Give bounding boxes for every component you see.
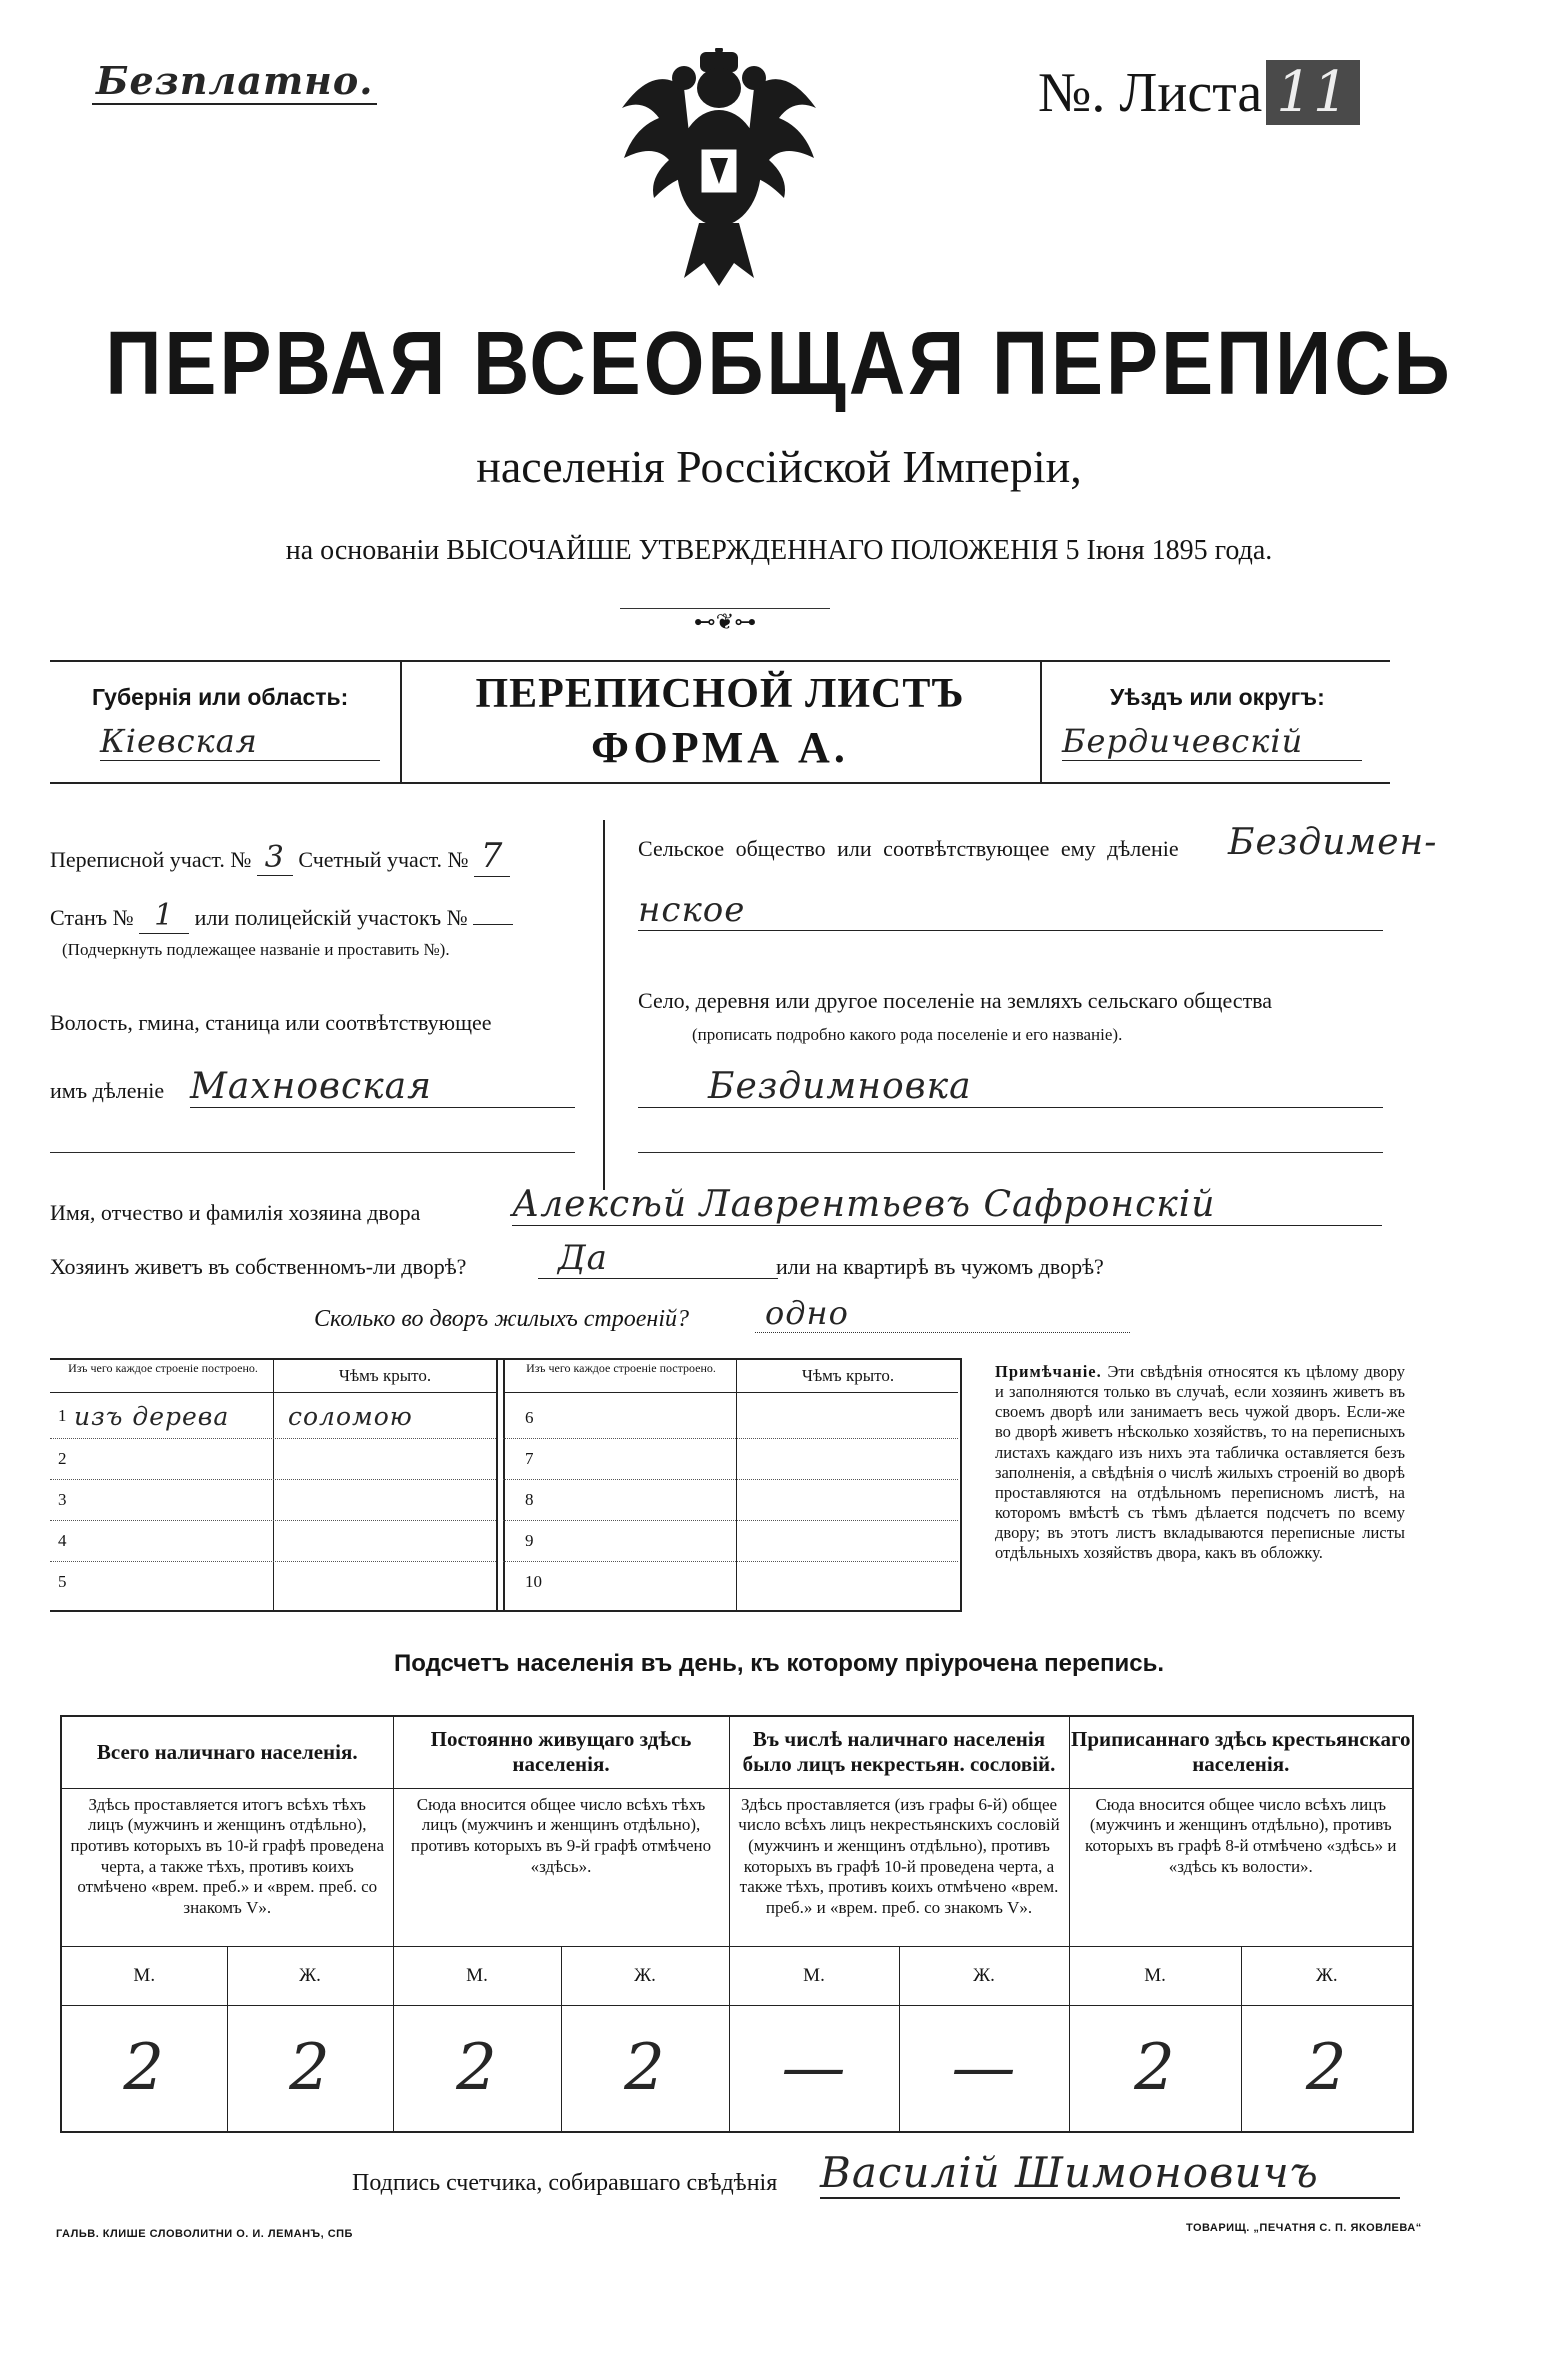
village-note: (прописать подробно какого рода поселеніе и его названіе). <box>692 1025 1123 1044</box>
male-header: М. <box>61 1946 227 2005</box>
own-yard-value: Да <box>538 1238 778 1279</box>
table-row <box>503 1562 958 1602</box>
guberniya-label: Губернія или область: <box>92 684 349 710</box>
permanent-female-value: 2 <box>561 2005 729 2132</box>
col-roof-right: Чѣмъ крыто. <box>801 1366 895 1385</box>
uezd-value: Бердичевскій <box>1062 722 1362 761</box>
table-row <box>50 1439 496 1480</box>
col-header-registered: Приписаннаго здѣсь крестьянскаго населенія. <box>1069 1716 1413 1788</box>
buildings-count-label: Сколько во дворъ жилыхъ строеній? <box>314 1306 689 1332</box>
row-number: 6 <box>525 1408 534 1427</box>
volost-label-2: имъ дѣленіе <box>50 1078 165 1103</box>
row-number: 8 <box>525 1490 534 1509</box>
buildings-rows-left <box>50 1398 496 1602</box>
note-text: Эти свѣдѣнія относятся къ цѣлому двору и заполняются только въ случаѣ, если хозяинъ живетъ въ своемъ дворѣ или занимаетъ весь чужой дворъ. Если-же во дворѣ живетъ нѣсколько хозяйствъ, то на переписныхъ листахъ каждаго изъ нихъ эта табличка оставляется безъ заполненія, а свѣдѣнія о числѣ жилыхъ строеній во дворѣ проставляются на отдѣльномъ переписномъ листѣ, на которомъ вмѣстѣ съ тѣмъ дѣлается подсчетъ по всему двору; въ этотъ листъ вкладываются переписные листы отдѣльныхъ хозяйствъ двора, какъ въ обложку. <box>995 1362 1406 1563</box>
col-header-non-peasant: Въ числѣ наличнаго населенія было лицъ некрестьян. сословій. <box>729 1716 1069 1788</box>
non-peasant-male-value: — <box>729 2005 899 2132</box>
col-header-permanent: Постоянно живущаго здѣсь населенія. <box>393 1716 729 1788</box>
male-header: М. <box>393 1946 561 2005</box>
table-row <box>50 1398 496 1439</box>
society-value-2: нское <box>638 890 1383 931</box>
own-yard-label: Хозяинъ живетъ въ собственномъ-ли дворѣ? <box>50 1254 467 1279</box>
col-desc-permanent: Сюда вносится общее число всѣхъ тѣхъ лицъ (мужчинъ и женщинъ отдѣльно), противъ которыхъ въ 9-й графѣ отмѣчено «здѣсь». <box>393 1788 729 1946</box>
row-number: 2 <box>58 1449 67 1468</box>
form-title: ПЕРЕПИСНОЙ ЛИСТЪ <box>475 671 965 717</box>
female-header: Ж. <box>227 1946 393 2005</box>
table-row <box>503 1398 958 1439</box>
col-desc-non-peasant: Здѣсь проставляется (изъ графы 6-й) общее число всѣхъ лицъ некрестьянскихъ сословій (мужчинъ и женщинъ отдѣльно), противъ которыхъ въ графѣ 10-й проведена черта, а также тѣхъ, противъ коихъ отмѣчено «врем. преб.» и «врем. преб. со знакомъ V». <box>729 1788 1069 1946</box>
table-row <box>503 1439 958 1480</box>
note-lead: Примѣчаніе. <box>995 1362 1102 1381</box>
police-label: или полицейскій участокъ № <box>194 905 468 930</box>
col-material-right: Изъ чего каждое строеніе построено. <box>526 1361 716 1375</box>
table-row <box>503 1480 958 1521</box>
society-label: Сельское общество или соотвѣтствующее ему дѣленіе <box>638 836 1179 861</box>
row-number: 3 <box>58 1490 67 1509</box>
table-row <box>50 1562 496 1602</box>
registered-female-value: 2 <box>1241 2005 1413 2132</box>
printer-left: ГАЛЬВ. КЛИШЕ СЛОВОЛИТНИ О. И. ЛЕМАНЪ, СПБ <box>56 2228 353 2240</box>
col-desc-total: Здѣсь проставляется итогъ всѣхъ тѣхъ лицъ (мужчинъ и женщинъ отдѣльно), противъ которыхъ въ 10-й графѣ проведена черта, а также тѣхъ, противъ коихъ отмѣчено «врем. преб.» и «врем. преб. со знакомъ V». <box>61 1788 393 1946</box>
col-material-left: Изъ чего каждое строеніе построено. <box>68 1361 258 1375</box>
non-peasant-female-value: — <box>899 2005 1069 2132</box>
form-letter: ФОРМА А. <box>591 723 849 772</box>
signature-value: Василій Шимоновичъ <box>820 2148 1400 2199</box>
table-row <box>503 1521 958 1562</box>
row-number: 9 <box>525 1531 534 1550</box>
guberniya-value: Кіевская <box>100 722 380 761</box>
printer-right: ТОВАРИЩ. „ПЕЧАТНЯ С. П. ЯКОВЛЕВА“ <box>1186 2222 1422 2234</box>
male-header: М. <box>1069 1946 1241 2005</box>
volost-value: Махновская <box>190 1066 575 1108</box>
col-roof-left: Чѣмъ крыто. <box>338 1366 432 1385</box>
total-male-value: 2 <box>61 2005 227 2132</box>
male-header: М. <box>729 1946 899 2005</box>
row-number: 10 <box>525 1572 542 1591</box>
female-header: Ж. <box>899 1946 1069 2005</box>
uezd-label: Уѣздъ или округъ: <box>1110 684 1325 710</box>
owner-name-field <box>50 1200 420 1226</box>
census-area-value: 3 <box>257 840 293 876</box>
underline-note: (Подчеркнуть подлежащее названіе и проставить №). <box>62 940 450 959</box>
registered-male-value: 2 <box>1069 2005 1241 2132</box>
table-row <box>50 1480 496 1521</box>
counting-area-value: 7 <box>474 836 510 877</box>
society-value-1: Бездимен- <box>1228 822 1438 863</box>
total-female-value: 2 <box>227 2005 393 2132</box>
counting-area-label: Счетный участ. № <box>298 847 469 872</box>
census-area-label: Переписной участ. № <box>50 847 252 872</box>
row-number: 5 <box>58 1572 67 1591</box>
female-header: Ж. <box>561 1946 729 2005</box>
village-label: Село, деревня или другое поселеніе на земляхъ сельскаго общества <box>638 988 1273 1013</box>
census-basis: на основаніи ВЫСОЧАЙШЕ УТВЕРЖДЕННАГО ПОЛОЖЕНІЯ 5 Іюня 1895 года. <box>285 535 1273 566</box>
census-title: ПЕРВАЯ ВСЕОБЩАЯ ПЕРЕПИСЬ <box>105 312 1453 414</box>
other-yard-label: или на квартирѣ въ чужомъ дворѣ? <box>776 1254 1104 1279</box>
stan-label: Станъ № <box>50 905 134 930</box>
volost-label-1: Волость, гмина, станица или соотвѣтствующее <box>50 1010 492 1035</box>
permanent-male-value: 2 <box>393 2005 561 2132</box>
fields-divider <box>603 820 605 1190</box>
row-number: 7 <box>525 1449 534 1468</box>
own-yard-field <box>50 1254 466 1280</box>
signature-label: Подпись счетчика, собиравшаго свѣдѣнія <box>352 2170 778 2196</box>
row-number: 1 <box>58 1406 67 1425</box>
census-subtitle: населенія Россійской Имперіи, <box>476 441 1082 492</box>
buildings-count-value: одно <box>755 1294 1130 1333</box>
village-value: Бездимновка <box>638 1066 1383 1108</box>
stan-value: 1 <box>139 898 189 934</box>
free-stamp: Безплатно. <box>92 58 377 105</box>
note-block <box>995 1362 1405 1563</box>
sheet-number-label: №. Листа <box>1038 62 1263 124</box>
table-row <box>50 1521 496 1562</box>
owner-name-value: Алексѣй Лаврентьевъ Сафронскій <box>512 1184 1382 1226</box>
row-number: 4 <box>58 1531 67 1550</box>
buildings-rows-right <box>503 1398 958 1602</box>
stan-field <box>50 898 513 934</box>
row-material: изъ дерева <box>74 1402 230 1431</box>
imperial-eagle-emblem <box>614 48 824 288</box>
female-header: Ж. <box>1241 1946 1413 2005</box>
sheet-number-value: 11 <box>1266 60 1359 125</box>
owner-name-label: Имя, отчество и фамилія хозяина двора <box>50 1200 421 1225</box>
col-desc-registered: Сюда вносится общее число всѣхъ лицъ (мужчинъ и женщинъ отдѣльно), противъ которыхъ въ графѣ 8-й отмѣчено «здѣсь» и «здѣсь къ волости». <box>1069 1788 1413 1946</box>
row-roof: соломою <box>288 1402 413 1431</box>
ornament-divider: ⊷❦⊶ <box>620 608 830 635</box>
population-table <box>60 1715 1414 2133</box>
census-area-field <box>50 836 510 877</box>
col-header-total: Всего наличнаго населенія. <box>61 1716 393 1788</box>
population-title: Подсчетъ населенія въ день, къ которому пріурочена перепись. <box>394 1650 1164 1677</box>
sheet-number <box>1038 60 1360 125</box>
